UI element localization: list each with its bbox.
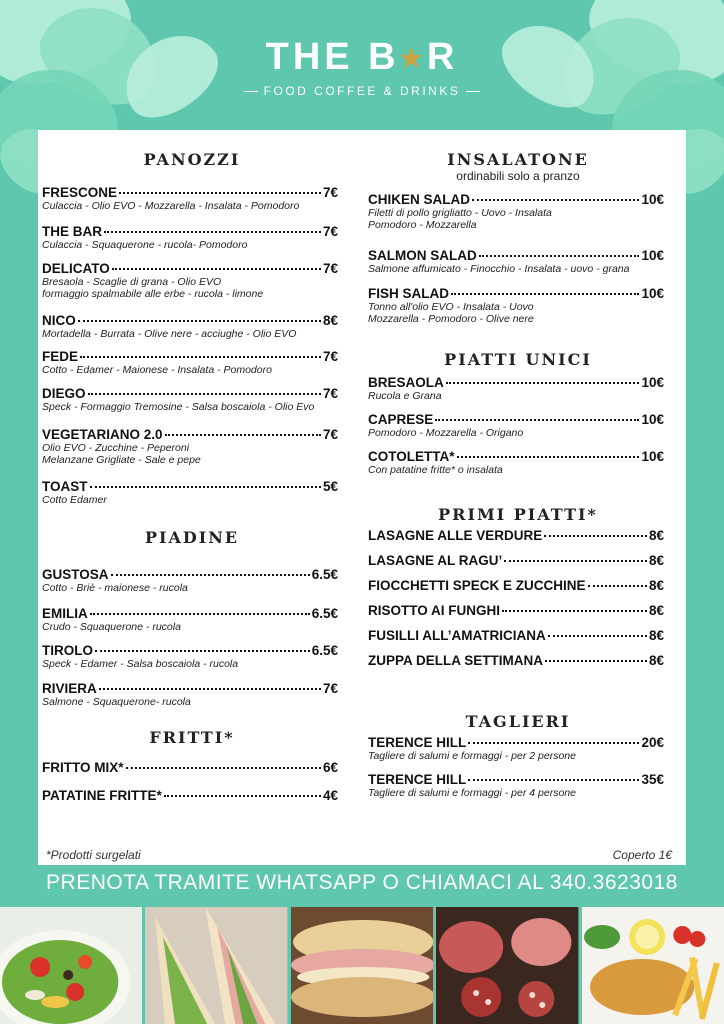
section-title-insalatone: INSALATONE [447, 150, 589, 169]
menu-item-name: DELICATO [42, 261, 110, 276]
frozen-note: *Prodotti surgelati [46, 848, 141, 862]
menu-item-row [368, 248, 664, 263]
menu-item-price: 8€ [648, 653, 664, 668]
menu-sheet [38, 130, 686, 865]
section-title-piadine: PIADINE [144, 528, 240, 547]
photo-strip [0, 907, 724, 1024]
menu-item-row [368, 375, 664, 390]
booking-call-to-action[interactable]: PRENOTA TRAMITE WHATSAPP O CHIAMACI AL 340.3623018 [46, 871, 678, 894]
menu-item-row [42, 261, 338, 276]
menu-item [368, 192, 664, 231]
menu-item-row [368, 735, 664, 750]
dot-leader [88, 393, 321, 395]
dot-leader [90, 613, 310, 615]
menu-item-description: Speck - Formaggio Tremosine - Salsa boscaiola - Olio Evo [42, 401, 315, 413]
menu-item-row [42, 224, 338, 239]
menu-item [368, 553, 664, 568]
cured-meats-photo [436, 907, 581, 1024]
menu-item [42, 479, 338, 506]
menu-item [42, 567, 338, 594]
menu-item-name: GUSTOSA [42, 567, 109, 582]
menu-item-description: Cotto - Edamer - Maionese - Insalata - Pomodoro [42, 364, 272, 376]
dot-leader [95, 650, 310, 652]
menu-item-price: 8€ [648, 553, 664, 568]
menu-item-name: TIROLO [42, 643, 93, 658]
menu-item-price: 6.5€ [311, 643, 338, 658]
menu-item-name: FISH SALAD [368, 286, 449, 301]
menu-item-name: COTOLETTA* [368, 449, 455, 464]
menu-item-price: 10€ [641, 192, 664, 207]
dot-leader [548, 635, 647, 637]
menu-item-name: CAPRESE [368, 412, 434, 427]
dot-leader [502, 610, 647, 612]
menu-item-price: 7€ [322, 185, 338, 200]
menu-item-name: RIVIERA [42, 681, 97, 696]
menu-header [0, 0, 724, 130]
menu-item [42, 760, 338, 775]
menu-item-row [42, 567, 338, 582]
menu-item-row [368, 628, 664, 643]
menu-item-price: 5€ [322, 479, 338, 494]
menu-item-row [42, 643, 338, 658]
cutlet-fries-photo [582, 907, 724, 1024]
menu-item-price: 10€ [641, 449, 664, 464]
menu-item-row [368, 653, 664, 668]
menu-item-description: Cotto - Briè - maionese - rucola [42, 582, 188, 594]
dot-leader [544, 535, 647, 537]
menu-item-name: DIEGO [42, 386, 86, 401]
menu-item-description: Bresaola - Scaglie di grana - Olio EVO formaggio spalmabile alle erbe - rucola - limone [42, 276, 264, 300]
menu-item-name: PATATINE FRITTE* [42, 788, 162, 803]
menu-item-description: Culaccia - Squaquerone - rucola- Pomodoro [42, 239, 248, 251]
menu-item [42, 788, 338, 803]
section-title-taglieri: TAGLIERI [465, 712, 571, 731]
menu-item [368, 735, 664, 762]
menu-item-price: 10€ [641, 286, 664, 301]
menu-item-price: 8€ [648, 628, 664, 643]
section-title-fritti: FRITTI* [149, 728, 235, 747]
menu-item [368, 412, 664, 439]
dot-leader [545, 660, 647, 662]
insalatone-note: ordinabili solo a pranzo [456, 169, 580, 183]
menu-item-name: LASAGNE ALLE VERDURE [368, 528, 543, 543]
menu-item-price: 10€ [641, 375, 664, 390]
menu-item-row [42, 606, 338, 621]
menu-item-name: TERENCE HILL [368, 772, 467, 787]
menu-item-name: RISOTTO AI FUNGHI [368, 603, 501, 618]
menu-item-name: THE BAR [42, 224, 102, 239]
menu-item-price: 35€ [641, 772, 664, 787]
menu-item-name: FUSILLI ALL’AMATRICIANA [368, 628, 546, 643]
menu-item [368, 528, 664, 543]
menu-item-price: 10€ [641, 412, 664, 427]
dot-leader [165, 434, 321, 436]
menu-item-name: EMILIA [42, 606, 88, 621]
menu-item-row [368, 449, 664, 464]
brand-tagline: FOOD COFFEE & DRINKS [0, 84, 724, 98]
dot-leader [80, 356, 321, 358]
menu-item-row [42, 479, 338, 494]
menu-item-description: Tagliere di salumi e formaggi - per 2 persone [368, 750, 576, 762]
menu-item-description: Tagliere di salumi e formaggi - per 4 persone [368, 787, 576, 799]
menu-item-name: ZUPPA DELLA SETTIMANA [368, 653, 543, 668]
dot-leader [435, 419, 639, 421]
menu-item-name: SALMON SALAD [368, 248, 477, 263]
dot-leader [90, 486, 321, 488]
dot-leader [479, 255, 640, 257]
menu-item-description: Mortadella - Burrata - Olive nere - acciughe - Olio EVO [42, 328, 297, 340]
menu-item-description: Tonno all'olio EVO - Insalata - Uovo Mozzarella - Pomodoro - Olive nere [368, 301, 534, 325]
dot-leader [164, 795, 321, 797]
menu-item [42, 313, 338, 340]
menu-item-row [368, 286, 664, 301]
menu-item-description: Culaccia - Olio EVO - Mozzarella - Insalata - Pomodoro [42, 200, 300, 212]
menu-item [368, 375, 664, 402]
menu-item-name: LASAGNE AL RAGU’ [368, 553, 503, 568]
dot-leader [99, 688, 321, 690]
menu-item [42, 224, 338, 251]
menu-item-description: Con patatine fritte* o insalata [368, 464, 503, 476]
menu-item-row [42, 386, 338, 401]
menu-item-description: Crudo - Squaquerone - rucola [42, 621, 181, 633]
menu-item [368, 248, 664, 275]
menu-item-description: Salmone - Squaquerone- rucola [42, 696, 191, 708]
menu-item-row [42, 427, 338, 442]
menu-item-row [368, 603, 664, 618]
menu-item [42, 386, 338, 413]
menu-item-price: 20€ [641, 735, 664, 750]
section-title-panozzi: PANOZZI [143, 150, 241, 169]
menu-item-row [42, 313, 338, 328]
menu-item-row [42, 185, 338, 200]
menu-item-price: 7€ [322, 349, 338, 364]
menu-item-price: 7€ [322, 427, 338, 442]
menu-item-name: TERENCE HILL [368, 735, 467, 750]
menu-item-row [368, 412, 664, 427]
menu-item-name: FIOCCHETTI SPECK E ZUCCHINE [368, 578, 586, 593]
menu-item [42, 185, 338, 212]
menu-item-description: Filetti di pollo grigliatto - Uovo - Insalata Pomodoro - Mozzarella [368, 207, 552, 231]
menu-item-row [42, 349, 338, 364]
menu-item-price: 10€ [641, 248, 664, 263]
menu-item-name: TOAST [42, 479, 88, 494]
menu-item-price: 7€ [322, 386, 338, 401]
sandwich-photo [145, 907, 290, 1024]
dot-leader [588, 585, 647, 587]
menu-item-price: 6€ [322, 760, 338, 775]
dot-leader [451, 293, 639, 295]
dot-leader [111, 574, 310, 576]
menu-item [368, 772, 664, 799]
menu-item-price: 8€ [648, 603, 664, 618]
menu-item-price: 4€ [322, 788, 338, 803]
panino-photo [291, 907, 436, 1024]
dot-leader [472, 199, 639, 201]
menu-item [368, 653, 664, 668]
menu-item-price: 8€ [648, 578, 664, 593]
menu-item-name: CHIKEN SALAD [368, 192, 471, 207]
menu-item [368, 603, 664, 618]
menu-item-name: VEGETARIANO 2.0 [42, 427, 163, 442]
menu-item-row [368, 528, 664, 543]
menu-item-row [42, 788, 338, 803]
dot-leader [504, 560, 647, 562]
star-icon: ★ [399, 43, 427, 73]
menu-item-price: 8€ [322, 313, 338, 328]
menu-item [368, 286, 664, 325]
section-title-primi: PRIMI PIATTI* [438, 505, 598, 524]
dot-leader [457, 456, 640, 458]
menu-item-description: Speck - Edamer - Salsa boscaiola - rucola [42, 658, 239, 670]
section-title-piatti-unici: PIATTI UNICI [444, 350, 592, 369]
menu-item-price: 6.5€ [311, 606, 338, 621]
menu-item-row [368, 553, 664, 568]
menu-item-price: 8€ [648, 528, 664, 543]
menu-item [42, 606, 338, 633]
menu-item-price: 7€ [322, 681, 338, 696]
menu-item [42, 681, 338, 708]
menu-item [42, 643, 338, 670]
menu-item-price: 6.5€ [311, 567, 338, 582]
menu-item-row [368, 192, 664, 207]
dot-leader [78, 320, 321, 322]
menu-item-row [368, 772, 664, 787]
menu-item-price: 7€ [322, 261, 338, 276]
menu-item-description: Olio EVO - Zucchine - Peperoni Melanzane Grigliate - Sale e pepe [42, 442, 201, 466]
brand-logo: THE B★R [265, 36, 459, 78]
menu-item-row [42, 760, 338, 775]
menu-item-name: NICO [42, 313, 76, 328]
menu-item-name: FRESCONE [42, 185, 118, 200]
dot-leader [104, 231, 321, 233]
menu-item-name: FEDE [42, 349, 79, 364]
dot-leader [468, 742, 639, 744]
dot-leader [126, 767, 321, 769]
dot-leader [468, 779, 639, 781]
menu-item-description: Rucola e Grana [368, 390, 442, 402]
menu-item [368, 628, 664, 643]
menu-item [368, 578, 664, 593]
menu-item [42, 261, 338, 300]
menu-item-description: Pomodoro - Mozzarella - Origano [368, 427, 524, 439]
menu-item-description: Salmone affumicato - Finocchio - Insalata - uovo - grana [368, 263, 630, 275]
dot-leader [446, 382, 640, 384]
cover-charge: Coperto 1€ [612, 848, 672, 862]
dot-leader [112, 268, 321, 270]
menu-item-row [42, 681, 338, 696]
menu-item-row [368, 578, 664, 593]
salad-photo [0, 907, 145, 1024]
menu-item-description: Cotto Edamer [42, 494, 107, 506]
menu-item [42, 427, 338, 466]
menu-item-name: FRITTO MIX* [42, 760, 124, 775]
menu-item-price: 7€ [322, 224, 338, 239]
menu-item-name: BRESAOLA [368, 375, 444, 390]
menu-item [42, 349, 338, 376]
menu-item [368, 449, 664, 476]
dot-leader [119, 192, 321, 194]
